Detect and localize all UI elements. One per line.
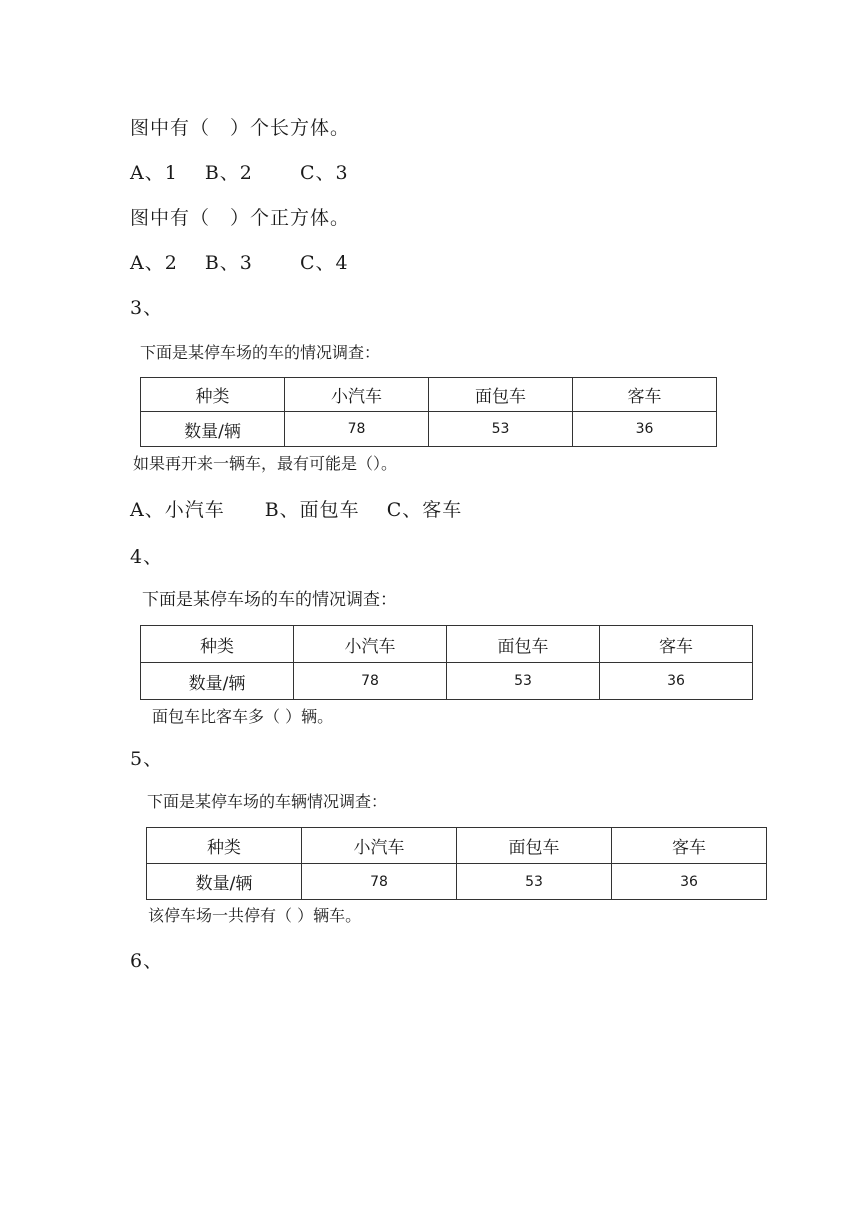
q4-value-bus: 36	[600, 663, 753, 700]
q5-question: 该停车场一共停有（ ）辆车。	[148, 906, 362, 925]
q5-table-header-row	[147, 828, 767, 864]
q3-table	[140, 377, 717, 447]
q1-question: 图中有（ ）个长方体。	[130, 117, 351, 139]
q5-table	[146, 827, 767, 900]
q4-header-van: 面包车	[447, 626, 600, 663]
q3-number: 3、	[130, 297, 164, 319]
q3-header-bus: 客车	[573, 378, 717, 412]
q3-table-data-row	[141, 412, 717, 447]
q3-value-bus: 36	[573, 412, 717, 447]
q2-question: 图中有（ ）个正方体。	[130, 207, 351, 229]
q3-value-van: 53	[429, 412, 573, 447]
q4-value-car: 78	[294, 663, 447, 700]
q4-number: 4、	[130, 546, 164, 568]
q4-header-type: 种类	[141, 626, 294, 663]
q4-value-van: 53	[447, 663, 600, 700]
q5-header-type: 种类	[147, 828, 302, 864]
q3-header-car: 小汽车	[285, 378, 429, 412]
q2-options: A、2 B、3 C、4	[130, 252, 349, 274]
q5-number: 5、	[130, 748, 164, 770]
q5-value-bus: 36	[612, 864, 767, 900]
q4-row-label: 数量/辆	[141, 663, 294, 700]
q4-table-header-row	[141, 626, 753, 663]
q3-header-type: 种类	[141, 378, 285, 412]
q4-intro: 下面是某停车场的车的情况调查：	[142, 590, 397, 610]
q3-header-van: 面包车	[429, 378, 573, 412]
q1-options: A、1 B、2 C、3	[130, 162, 349, 184]
q4-header-car: 小汽车	[294, 626, 447, 663]
q5-intro: 下面是某停车场的车辆情况调查：	[147, 792, 388, 811]
q3-table-header-row	[141, 378, 717, 412]
q5-value-car: 78	[302, 864, 457, 900]
q4-question: 面包车比客车多（ ）辆。	[152, 707, 334, 726]
q6-number: 6、	[130, 950, 164, 972]
q5-header-bus: 客车	[612, 828, 767, 864]
q4-header-bus: 客车	[600, 626, 753, 663]
q5-row-label: 数量/辆	[147, 864, 302, 900]
q3-row-label: 数量/辆	[141, 412, 285, 447]
q3-options: A、小汽车 B、面包车 C、客车	[130, 499, 463, 521]
q5-header-van: 面包车	[457, 828, 612, 864]
q3-value-car: 78	[285, 412, 429, 447]
q4-table	[140, 625, 753, 700]
q5-value-van: 53	[457, 864, 612, 900]
q4-table-data-row	[141, 663, 753, 700]
q5-table-data-row	[147, 864, 767, 900]
q3-intro: 下面是某停车场的车的情况调查：	[140, 343, 381, 362]
q3-question: 如果再开来一辆车，最有可能是（）。	[133, 454, 398, 473]
q5-header-car: 小汽车	[302, 828, 457, 864]
